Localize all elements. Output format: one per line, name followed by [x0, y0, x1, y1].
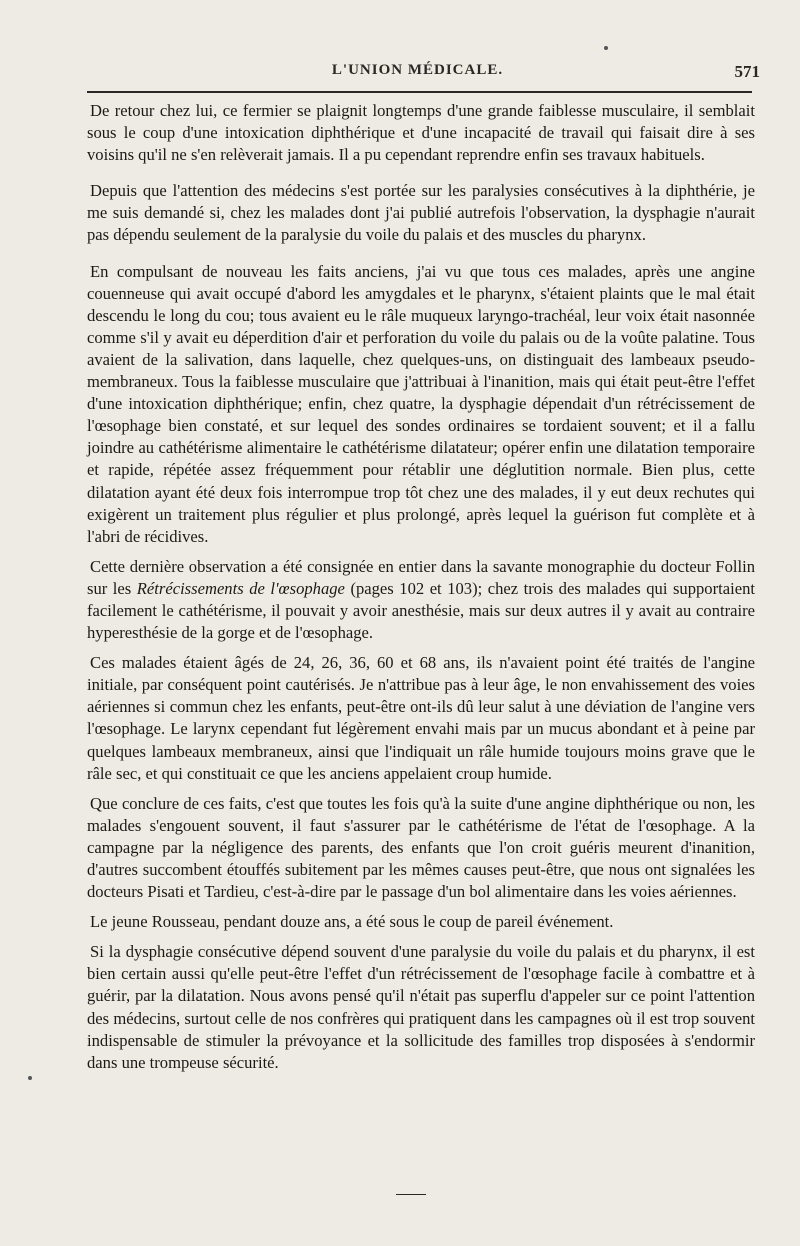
paragraph-4: [87, 556, 755, 644]
running-title: L'UNION MÉDICALE.: [331, 62, 504, 78]
header-rule: [87, 91, 752, 93]
paragraph-5: Ces malades étaient âgés de 24, 26, 36, 60 et 68 ans, ils n'avaient point été traités de l'angine initiale, par conséquent point cautérisés. Je n'attribue pas à leur âge, le non envahissement des voies aériennes si commun chez les enfants, peut-être ont-ils dû leur salut à une déviation de l'angine vers l'œsophage. Le larynx cependant fut légèrement envahi mais par un mucus abondant et à peine par quelques lambeaux membraneux, ainsi que l'indiquait un râle humide toujours moins grave que le râle sec, et qui constituait ce que les anciens appelaient croup humide.: [87, 653, 755, 783]
paragraph-1: De retour chez lui, ce fermier se plaignit longtemps d'une grande faiblesse musculaire, il semblait sous le coup d'une intoxication diphthérique et d'une incapacité de travail qui faisait dire à ses voisins qu'il ne s'en relèverait jamais. Il a pu cependant reprendre enfin ses travaux habituels.: [87, 101, 755, 165]
paragraph-3: En compulsant de nouveau les faits anciens, j'ai vu que tous ces malades, après une angine couenneuse qui avait occupé d'abord les amygdales et le pharynx, s'étaient plaints que le mal était descendu le long du cou; tous avaient eu le râle muqueux laryngo-trachéal, leur voix était nasonnée comme s'il y avait eu déperdition d'air et perforation du voile du palais ou de la voûte palatine. Tous avaient de la salivation, dans laquelle, chez quelques-uns, on distinguait des lambeaux pseudo-membraneux. Tous la faiblesse musculaire que j'attribuai à l'inanition, mais qui était peut-être l'effet d'une intoxication diphthérique; enfin, chez quatre, la dysphagie dépendait d'un rétrécissement de l'œsophage bien constaté, et sur lequel des sondes ordinaires se tordaient souvent; et il a fallu joindre au cathétérisme alimentaire le cathétérisme dilatateur; opérer enfin une dilatation temporaire et rapide, répétée assez fréquemment pour rétablir une déglutition normale. Bien plus, cette dilatation ayant été deux fois interrompue trop tôt chez une des malades, il y eut deux rechutes qui exigèrent un traitement plus régulier et plus prolongé, après lequel la guérison fut complète et à l'abri de récidives.: [87, 261, 755, 546]
print-speck: [604, 46, 608, 50]
page-header: [75, 60, 760, 86]
body-text: [87, 100, 755, 1082]
paragraph-8: Si la dysphagie consécutive dépend souvent d'une paralysie du voile du palais et du pharynx, il est bien certain aussi qu'elle peut-être l'effet d'un rétrécissement de l'œsophage facile à combattre et à guérir, par la dilatation. Nous avons pensé qu'il n'était pas superflu d'appeler sur ce point l'attention des médecins, surtout celle de nos confrères qui pratiquent dans les campagnes où il est trop souvent indispensable de stimuler la prévoyance et la sollicitude des familles trop disposées à s'endormir dans une trompeuse sécurité.: [87, 942, 755, 1072]
paragraph-4-text-before: Cette dernière observation a été consignée en entier dans la savante monographie du docteur Follin sur les: [87, 556, 755, 598]
paragraph-7: Le jeune Rousseau, pendant douze ans, a été sous le coup de pareil événement.: [90, 912, 614, 932]
page-number: 571: [734, 62, 760, 81]
print-speck: [28, 1076, 32, 1080]
paragraph-6: Que conclure de ces faits, c'est que toutes les fois qu'à la suite d'une angine diphthérique ou non, les malades s'engouent souvent, il faut s'assurer par le cathétérisme de l'état de l'œsophage. A la campagne par la négligence des parents, des enfants que l'on croit guéris meurent d'inanition, d'autres succombent étouffés subitement par les mêmes causes peut-être, que nous ont signalées les docteurs Pisati et Tardieu, c'est-à-dire par le passage d'un bol alimentaire dans les voies aériennes.: [87, 793, 755, 902]
paragraph-4-book-title: Rétrécissements de l'œsophage: [136, 578, 345, 598]
paragraph-4-text-after: (pages 102 et 103); chez trois des malades qui supportaient facilement le cathétérisme, il pouvait y avoir anesthésie, mais sur deux autres il y avait au contraire hyperesthésie de la gorge et de l'œsophage.: [87, 578, 755, 643]
paragraph-2: Depuis que l'attention des médecins s'est portée sur les paralysies consécutives à la diphthérie, je me suis demandé si, chez les malades dont j'ai publié autrefois l'observation, la dysphagie n'aurait pas dépendu seulement de la paralysie du voile du palais et des muscles du pharynx.: [87, 181, 755, 245]
footer-rule: [396, 1194, 426, 1195]
